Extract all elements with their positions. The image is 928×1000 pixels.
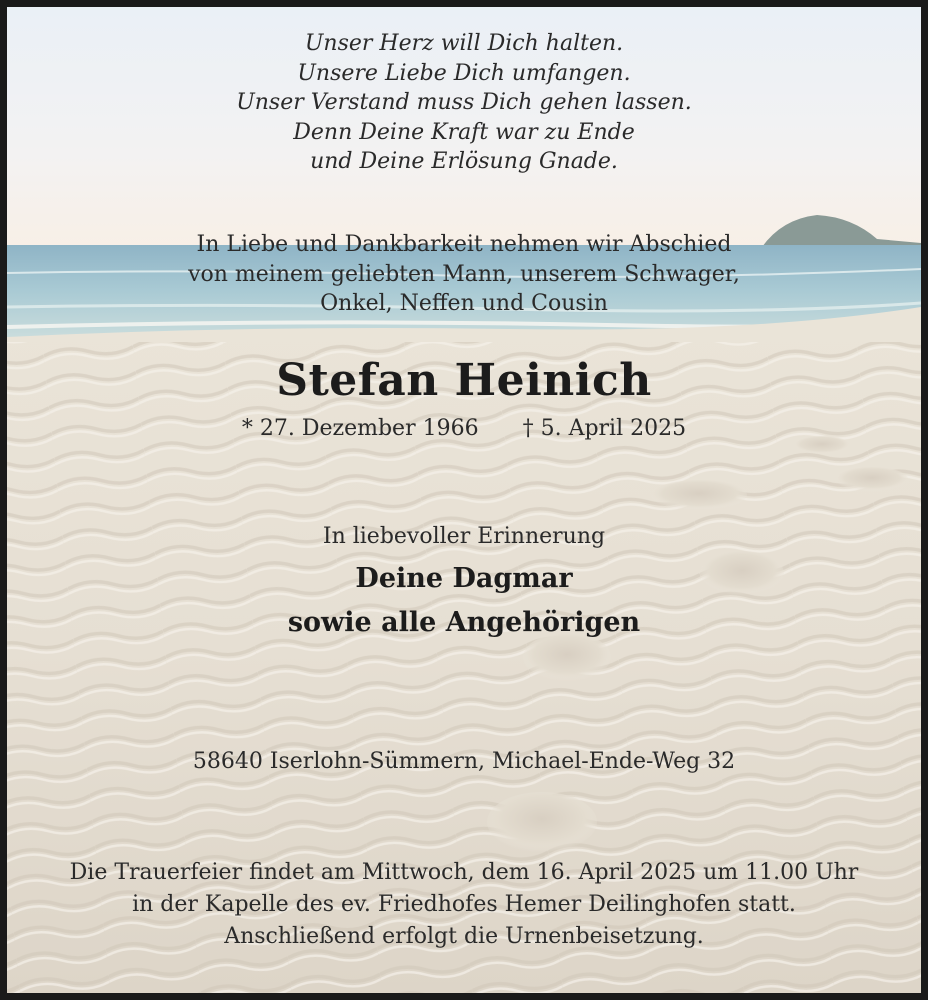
intro-line: Onkel, Neffen und Cousin [320, 291, 608, 316]
funeral-details [7, 857, 921, 953]
signature-primary: Deine Dagmar [355, 563, 573, 594]
poem-line: und Deine Erlösung Gnade. [310, 149, 618, 174]
birth-date: * 27. Dezember 1966 [241, 416, 479, 441]
poem-line: Unser Herz will Dich halten. [304, 31, 624, 56]
funeral-line: in der Kapelle des ev. Friedhofes Hemer Deilinghofen statt. [132, 892, 796, 917]
poem [7, 29, 921, 177]
deceased-name: Stefan Heinich [276, 355, 652, 406]
notice-content [7, 7, 921, 993]
intro-line: von meinem geliebten Mann, unserem Schwager, [188, 261, 740, 287]
signature-relatives: sowie alle Angehörigen [287, 607, 641, 638]
death-date: † 5. April 2025 [522, 416, 687, 441]
funeral-line: Anschließend erfolgt die Urnenbeisetzung. [224, 924, 704, 949]
farewell-intro [7, 230, 921, 319]
poem-line: Unser Verstand muss Dich gehen lassen. [236, 90, 692, 115]
intro-line: In Liebe und Dankbarkeit nehmen wir Abschied [196, 232, 732, 257]
poem-line: Denn Deine Kraft war zu Ende [293, 119, 635, 145]
mourning-address: 58640 Iserlohn-Sümmern, Michael-Ende-Weg 32 [192, 749, 736, 774]
memory-line: In liebevoller Erinnerung [322, 524, 606, 549]
poem-line: Unsere Liebe Dich umfangen. [297, 60, 631, 86]
funeral-line: Die Trauerfeier findet am Mittwoch, dem 16. April 2025 um 11.00 Uhr [69, 860, 859, 885]
life-dates [7, 416, 921, 441]
